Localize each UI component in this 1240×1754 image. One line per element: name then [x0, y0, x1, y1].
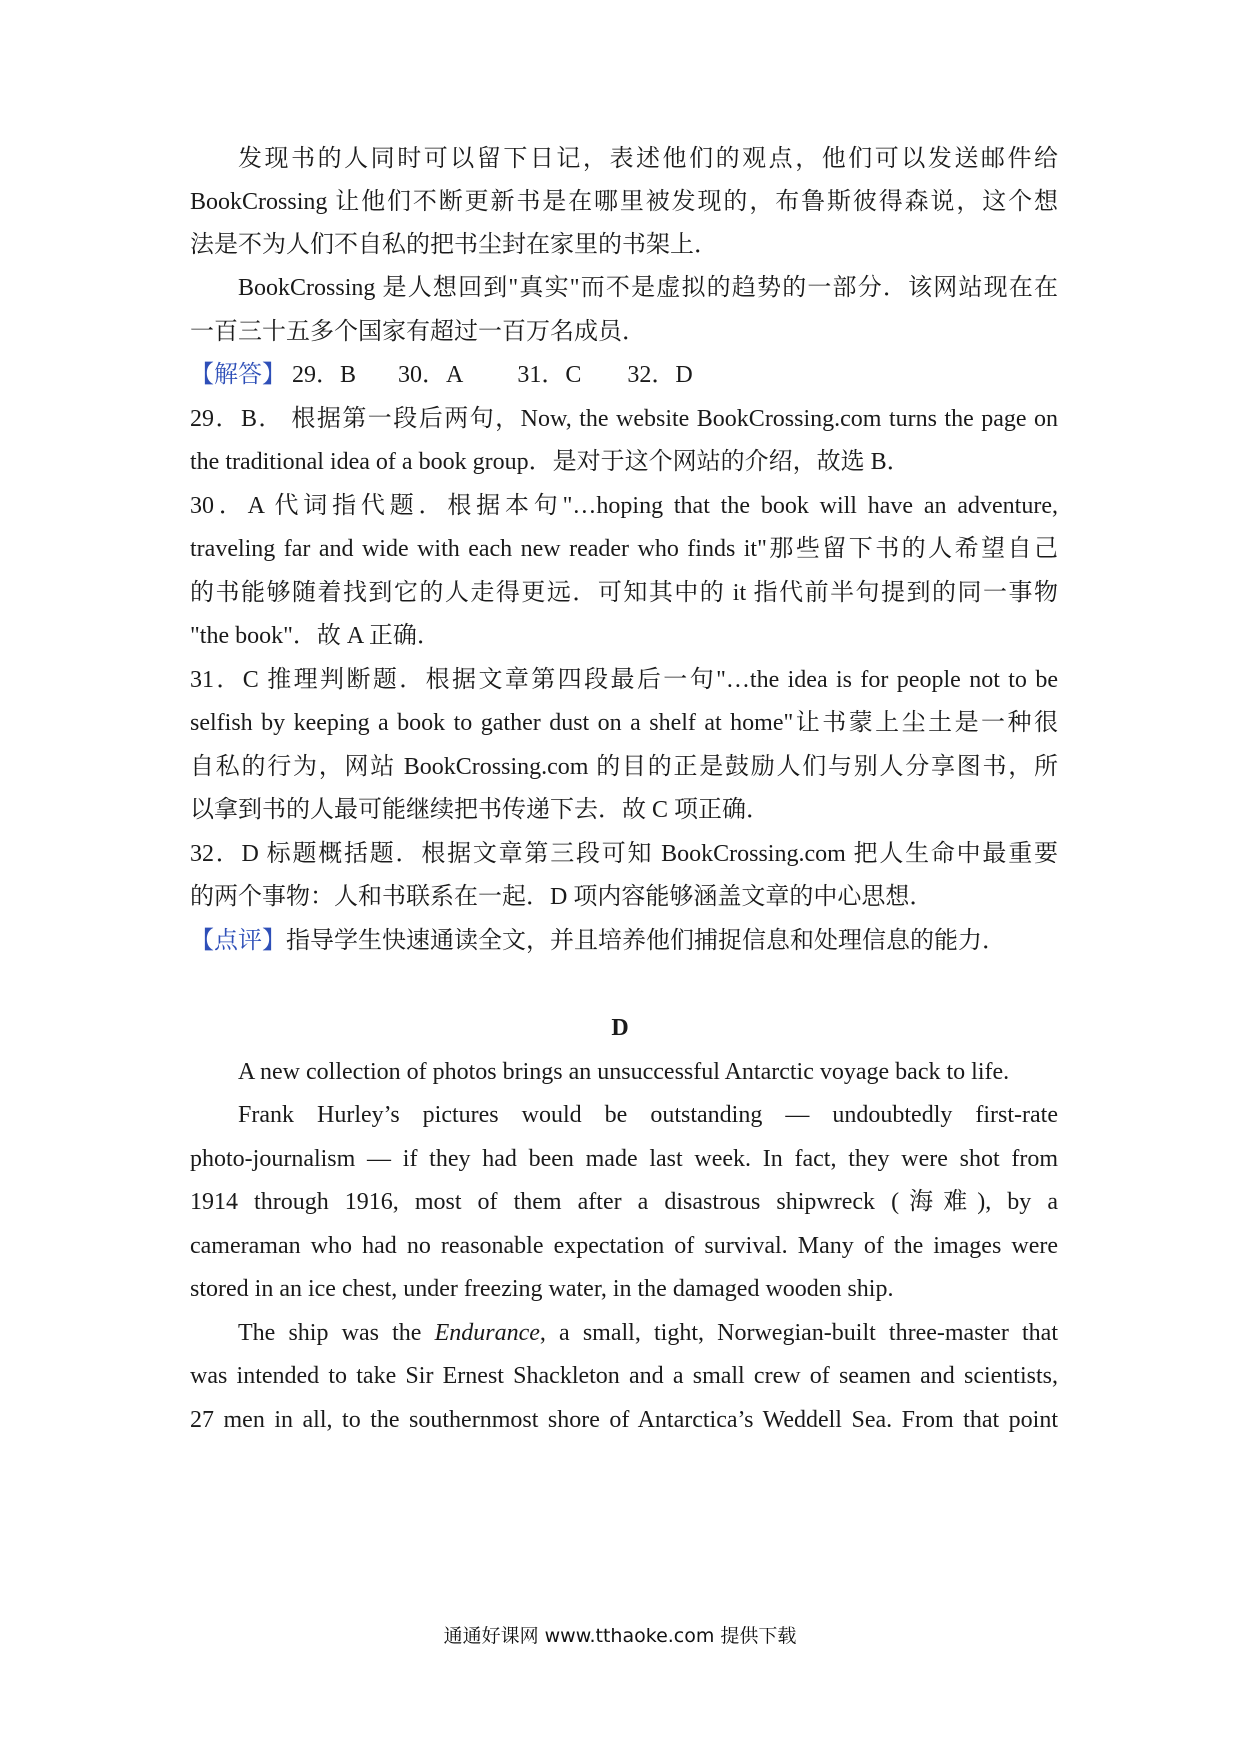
answer-tag: 【解答】 [190, 362, 286, 388]
translation-line: 一百三十五多个国家有超过一百万名成员． [190, 319, 646, 345]
passage-line [238, 1317, 1058, 1349]
explanation-line: traveling far and wide with each new reader who finds it"那些留下书的人希望自己 [190, 536, 1058, 562]
answer-item: 30．A [398, 362, 464, 388]
translation-line: BookCrossing 让他们不断更新书是在哪里被发现的，布鲁斯彼得森说，这个想 [190, 189, 1058, 215]
explanation-line: 30．A 代词指代题．根据本句"…hoping that the book will have an adventure, [190, 493, 1058, 519]
explanation-line: 的两个事物：人和书联系在一起．D 项内容能够涵盖文章的中心思想． [190, 884, 934, 910]
comment-line [190, 925, 1058, 957]
explanation-line: "the book"．故 A 正确． [190, 623, 441, 649]
translation-line: 发现书的人同时可以留下日记，表述他们的观点，他们可以发送邮件给 [238, 146, 1058, 172]
explanation-line: the traditional idea of a book group．是对于这个网站的介绍，故选 B． [190, 449, 911, 475]
answer-item: 31．C [517, 362, 582, 388]
comment-text: 指导学生快速通读全文，并且培养他们捕捉信息和处理信息的能力． [286, 928, 1006, 954]
passage-text: , a small, tight, Norwegian-built three-master that [539, 1320, 1058, 1346]
answer-item: 29．B [292, 362, 357, 388]
passage-line: Frank Hurley’s pictures would be outstanding — undoubtedly first-rate [238, 1102, 1058, 1128]
passage-line: photo-journalism — if they had been made last week. In fact, they were shot from [190, 1146, 1058, 1172]
passage-line: cameraman who had no reasonable expectation of survival. Many of the images were [190, 1233, 1058, 1259]
passage-line: was intended to take Sir Ernest Shackleton and a small crew of seamen and scientists, [190, 1363, 1058, 1389]
comment-tag: 【点评】 [190, 928, 286, 954]
answer-key [190, 359, 1058, 391]
passage-text: The ship was the [238, 1320, 435, 1346]
passage-line: stored in an ice chest, under freezing water, in the damaged wooden ship. [190, 1276, 894, 1302]
explanation-line: 以拿到书的人最可能继续把书传递下去．故 C 项正确． [190, 797, 771, 823]
explanation-line: 29．B． 根据第一段后两句，Now, the website BookCrossing.com turns the page on [190, 406, 1058, 432]
explanation-line: 32．D 标题概括题．根据文章第三段可知 BookCrossing.com 把人生命中最重要 [190, 841, 1058, 867]
answer-item: 32．D [627, 362, 693, 388]
ship-name: Endurance [434, 1320, 540, 1346]
explanation-line: 的书能够随着找到它的人走得更远．可知其中的 it 指代前半句提到的同一事物 [190, 580, 1058, 606]
explanation-line: selfish by keeping a book to gather dust on a shelf at home"让书蒙上尘土是一种很 [190, 710, 1058, 736]
section-heading: D [611, 1015, 629, 1041]
passage-line: 1914 through 1916, most of them after a disastrous shipwreck (海难), by a [190, 1189, 1058, 1215]
page-footer: 通通好课网 www.tthaoke.com 提供下载 [443, 1625, 797, 1647]
translation-line: 法是不为人们不自私的把书尘封在家里的书架上． [190, 232, 718, 258]
explanation-line: 31．C 推理判断题．根据文章第四段最后一句"…the idea is for people not to be [190, 667, 1058, 693]
explanation-line: 自私的行为，网站 BookCrossing.com 的目的正是鼓励人们与别人分享图书，所 [190, 754, 1058, 780]
passage-line: A new collection of photos brings an unsuccessful Antarctic voyage back to life. [238, 1059, 1010, 1085]
translation-line: BookCrossing 是人想回到"真实"而不是虚拟的趋势的一部分．该网站现在在 [238, 275, 1058, 301]
passage-line: 27 men in all, to the southernmost shore of Antarctica’s Weddell Sea. From that point [190, 1407, 1058, 1433]
